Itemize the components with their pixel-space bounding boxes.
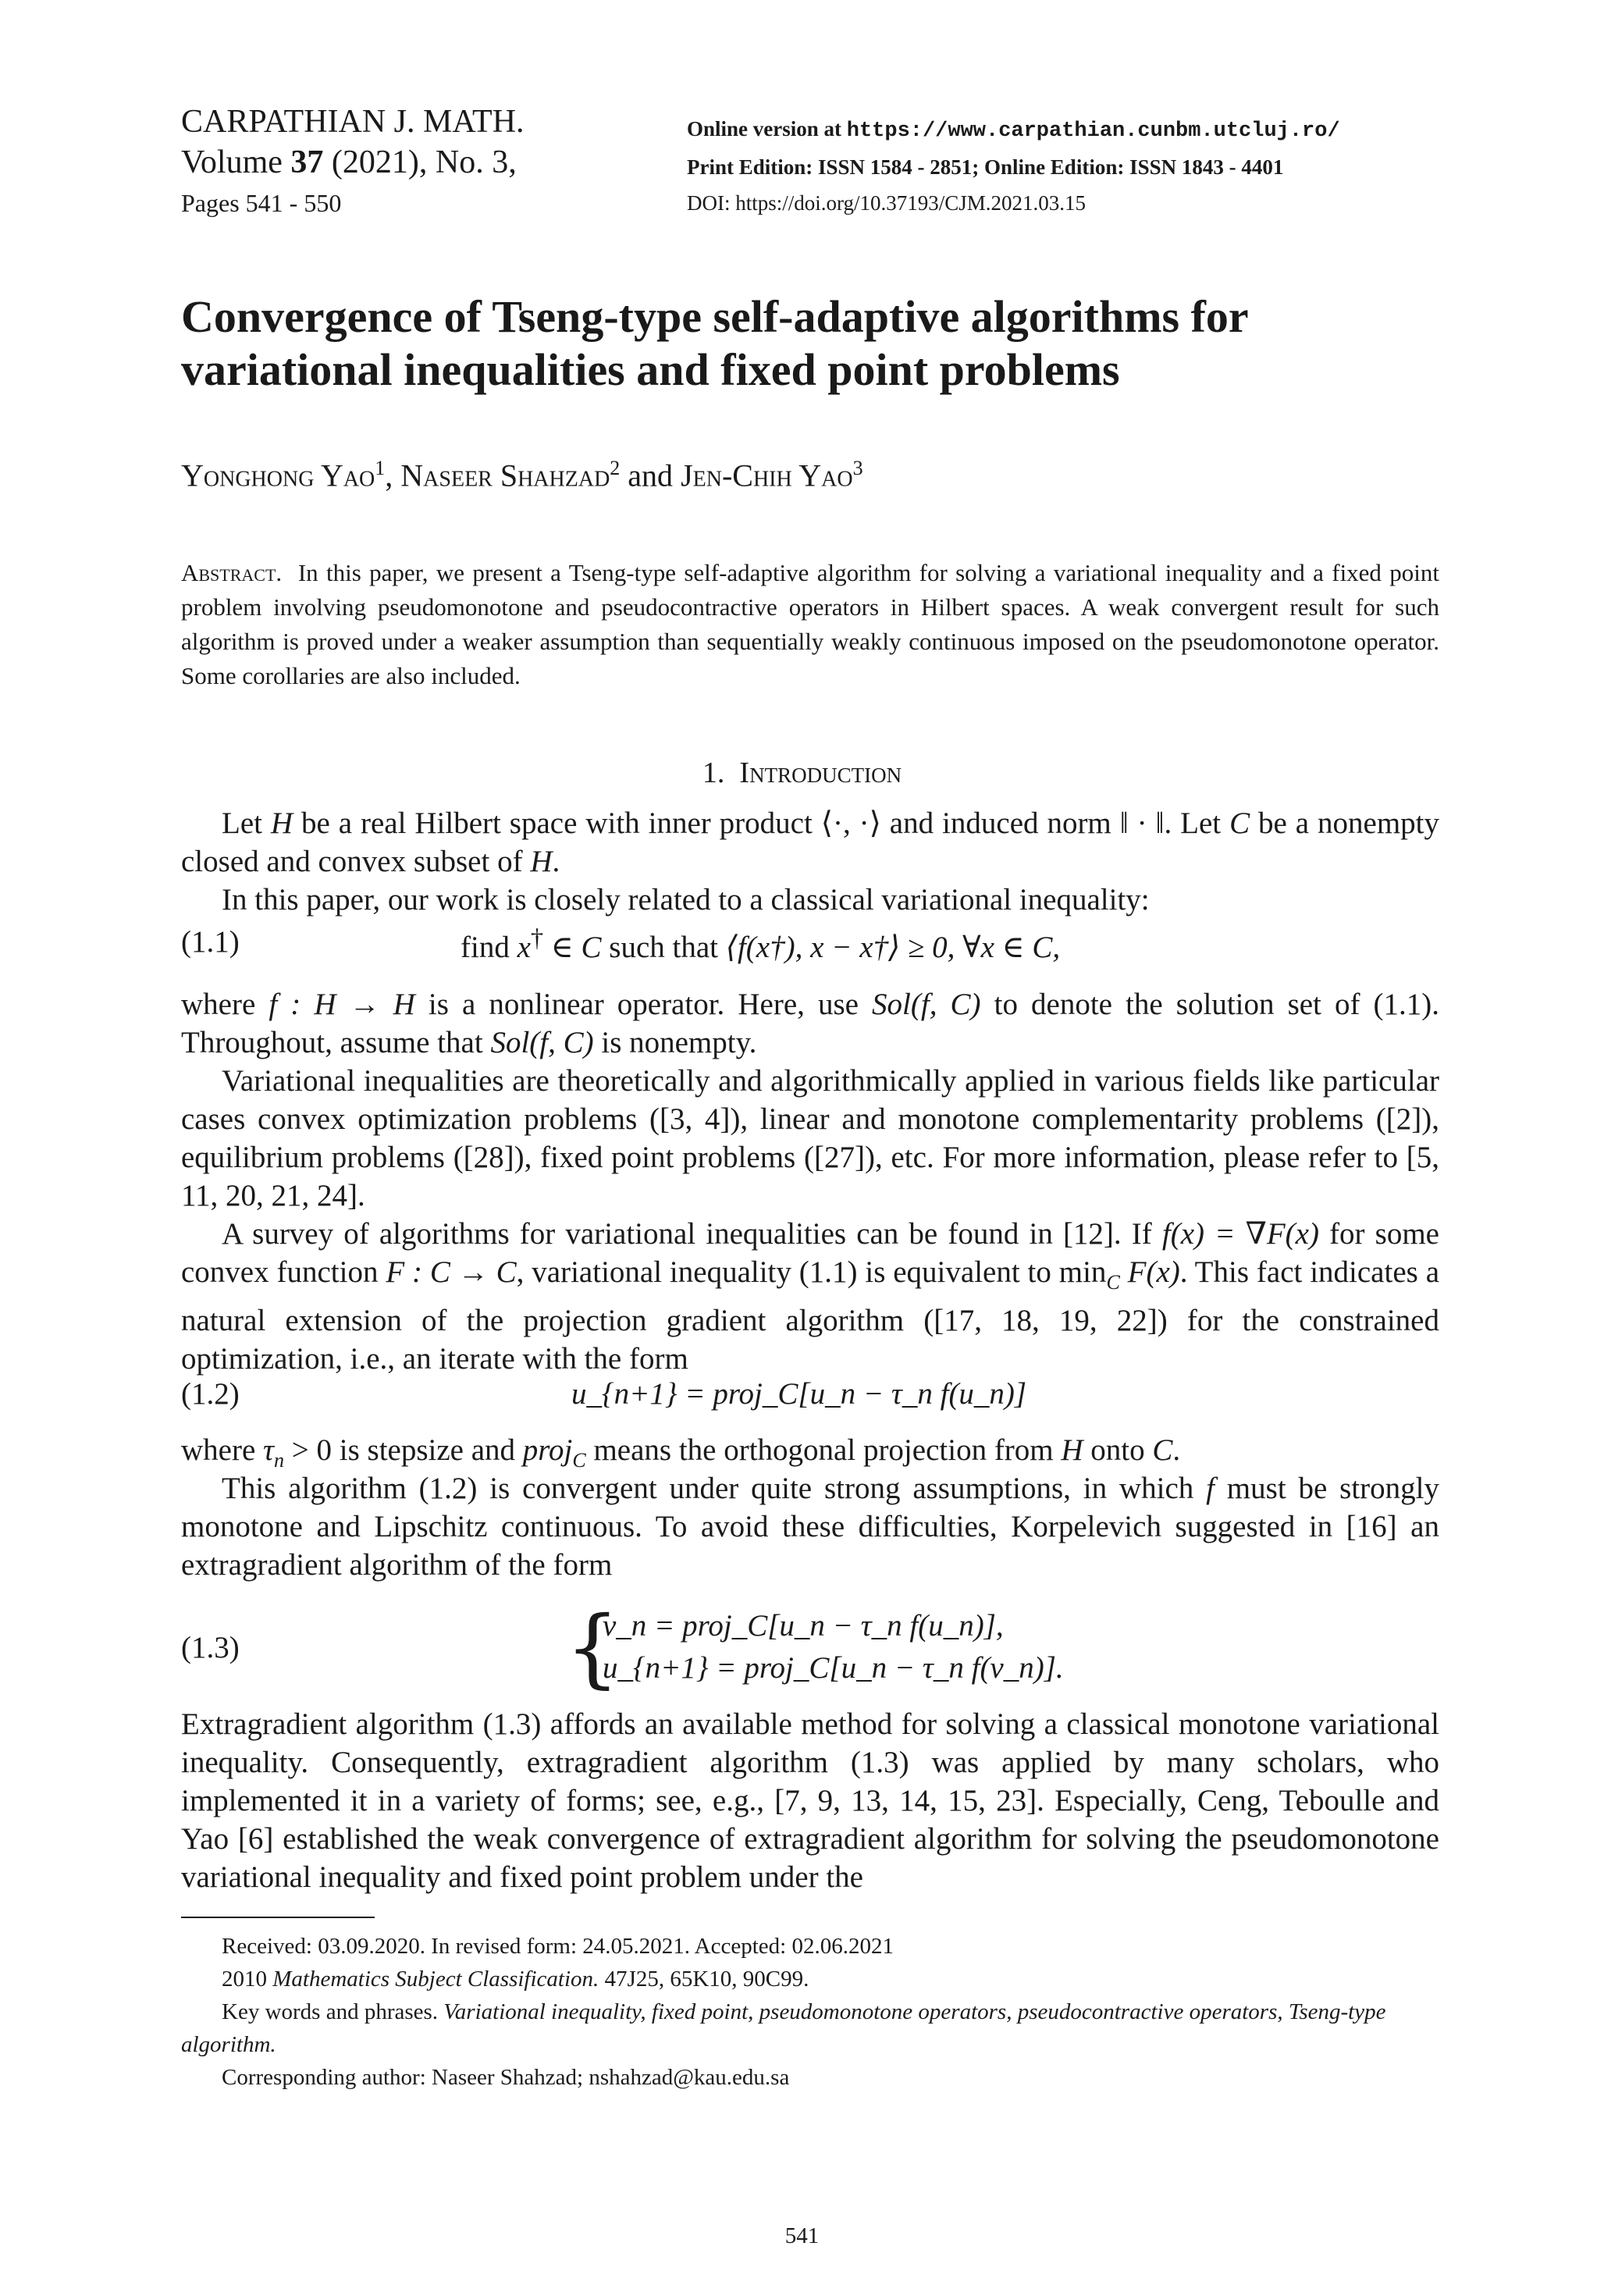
- section-heading: 1. Introduction: [702, 756, 902, 789]
- abstract: [181, 556, 1439, 693]
- paragraph-1: Let H be a real Hilbert space with inner product ⟨·, ·⟩ and induced norm ‖ · ‖. Let C be a nonempty closed and convex subset of H.: [181, 806, 1439, 878]
- equation-body: find x† ∈ C such that ⟨f(x†), x − x†⟩ ≥ 0, ∀x ∈ C,: [461, 924, 1061, 964]
- abstract-label: Abstract.: [181, 559, 283, 586]
- equation-body: u_{n+1} = proj_C[u_n − τ_n f(u_n)]: [571, 1377, 1027, 1411]
- paper-title: [181, 290, 1461, 397]
- paragraph-2: In this paper, our work is closely related to a classical variational inequality:: [222, 883, 1150, 917]
- footnote-corresponding: Corresponding author: Naseer Shahzad; nshahzad@kau.edu.sa: [222, 2065, 790, 2090]
- paragraph-5: A survey of algorithms for variational inequalities can be found in [12]. If f(x) = ∇F(x) for some convex function F : C → C, variational inequality (1.1) is equivalent to $\min_C F(x)$. This fact indicates a natural extension of the projection gradient algorithm ([17, 18, 19, 22]) for the constrained optimization, i.e., an iterate with the form: [181, 1217, 1440, 1376]
- online-version: Online version at https://www.carpathian.cunbm.utcluj.ro/: [687, 117, 1340, 143]
- equation-line-1: v_n = proj_C[u_n − τ_n f(u_n)],: [603, 1609, 1004, 1643]
- equation-1-3: [181, 1597, 1439, 1697]
- author-2: Naseer Shahzad: [400, 457, 610, 493]
- author-3: Jen-Chih Yao: [681, 457, 853, 493]
- title-line-2: variational inequalities and fixed point problems: [181, 344, 1120, 395]
- left-brace: {: [565, 1597, 620, 1697]
- doi[interactable]: DOI: https://doi.org/10.37193/CJM.2021.03.15: [687, 191, 1087, 215]
- footnote-keywords: Key words and phrases. Variational inequality, fixed point, pseudomonotone operators, pseudocontractive operators, Tseng-type algorithm.: [181, 1999, 1386, 2057]
- journal-info: [181, 101, 525, 223]
- paragraph-6: where $\tau_n > 0$ is stepsize and proj$_C$ means the orthogonal projection from H onto C.: [181, 1433, 1181, 1472]
- author-1: Yonghong Yao: [181, 457, 375, 493]
- publication-info: [687, 111, 1340, 221]
- journal-name: CARPATHIAN J. MATH.: [181, 104, 525, 140]
- print-edition: Print Edition: ISSN 1584 - 2851; Online Edition: ISSN 1843 - 4401: [687, 155, 1284, 179]
- online-url-link[interactable]: https://www.carpathian.cunbm.utcluj.ro/: [846, 119, 1340, 143]
- page-number: 541: [784, 2223, 820, 2248]
- equation-number: (1.1): [181, 925, 240, 959]
- paragraph-3: where f : H → H is a nonlinear operator. Here, use Sol(f, C) to denote the solution set of (1.1). Throughout, assume that Sol(f, C) is nonempty.: [181, 988, 1440, 1059]
- author-3-affil: 3: [852, 457, 863, 479]
- authors: Yonghong Yao$^1$, Naseer Shahzad$^2$ and Jen-Chih Yao$^3$: [181, 457, 863, 493]
- author-1-affil: 1: [375, 457, 386, 479]
- equation-1-2: [181, 1376, 1439, 1417]
- journal-volume: Volume 37 (2021), No. 3,: [181, 144, 517, 180]
- journal-pages: Pages 541 - 550: [181, 189, 342, 217]
- equation-number: (1.2): [181, 1377, 240, 1411]
- paragraph-7: This algorithm (1.2) is convergent under quite strong assumptions, in which f must be strongly monotone and Lipschitz continuous. To avoid these difficulties, Korpelevich suggested in [16] an extragradient algorithm of the form: [181, 1472, 1439, 1582]
- abstract-text: In this paper, we present a Tseng-type self-adaptive algorithm for solving a variational inequality and a fixed point problem involving pseudomonotone and pseudocontractive operators in Hilbert spaces. A weak convergent result for such algorithm is proved under a weaker assumption than sequentially weakly continuous imposed on the pseudomonotone operator. Some corollaries are also included.: [181, 559, 1439, 689]
- author-2-affil: 2: [610, 457, 621, 479]
- equation-line-2: u_{n+1} = proj_C[u_n − τ_n f(v_n)].: [603, 1651, 1064, 1685]
- equation-1-1: [181, 924, 1439, 965]
- footnote-rule: [181, 1917, 375, 1918]
- title-line-1: Convergence of Tseng-type self-adaptive algorithms for: [181, 291, 1249, 342]
- paragraph-8: Extragradient algorithm (1.3) affords an available method for solving a classical monotone variational inequality. Consequently, extragradient algorithm (1.3) was applied by many scholars, who implemented it in a variety of forms; see, e.g., [7, 9, 13, 14, 15, 23]. Especially, Ceng, Teboulle and Yao [6] established the weak convergence of extragradient algorithm for solving the pseudomonotone variational inequality and fixed point problem under the: [181, 1707, 1439, 1894]
- equation-number: (1.3): [181, 1631, 240, 1664]
- footnote-msc: 2010 Mathematics Subject Classification. 47J25, 65K10, 90C99.: [222, 1967, 809, 1992]
- paragraph-4: Variational inequalities are theoretically and algorithmically applied in various fields like particular cases convex optimization problems ([3, 4]), linear and monotone complementarity problems ([2]), equilibrium problems ([28]), fixed point problems ([27]), etc. For more information, please refer to [5, 11, 20, 21, 24].: [181, 1064, 1439, 1212]
- footnote-received: Received: 03.09.2020. In revised form: 24.05.2021. Accepted: 02.06.2021: [222, 1934, 894, 1959]
